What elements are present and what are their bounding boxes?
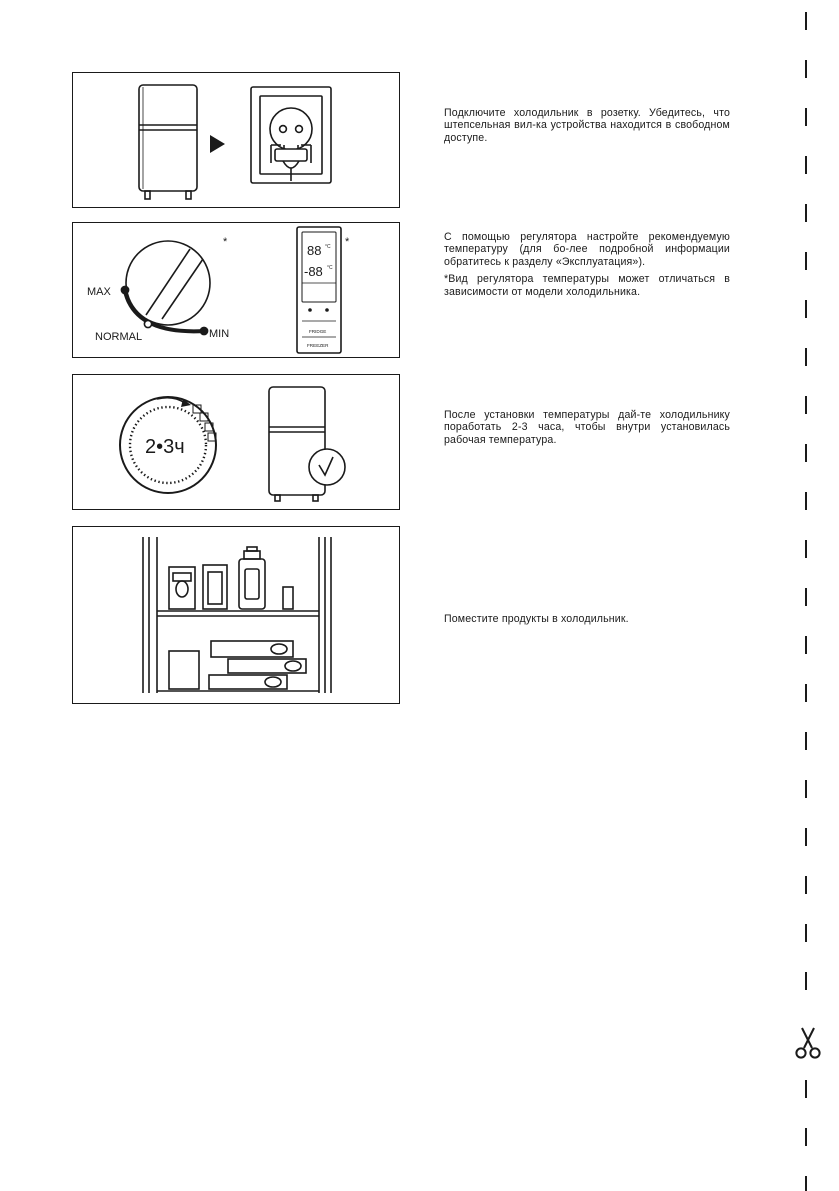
cut-dash [805,300,807,318]
cut-dash [805,252,807,270]
fridge-interior [143,537,331,693]
cut-dash [805,924,807,942]
cut-dash [805,540,807,558]
temperature-dial-icon [121,241,210,335]
dial-label-normal: NORMAL [95,331,143,343]
freezer-temp-unit: °C [327,265,333,271]
cut-dash [805,348,807,366]
step-1-text [444,107,730,149]
checkmark-icon [309,449,345,485]
freezer-label: FREEZER [307,343,329,348]
dial-label-max: MAX [87,286,111,298]
cut-dash [805,156,807,174]
step-4-illustration [72,526,400,704]
fridge-icon [269,387,325,501]
cut-dash [805,12,807,30]
cut-dash [805,972,807,990]
cut-dash [805,732,807,750]
scissors-icon [793,1026,823,1060]
cut-dash [805,636,807,654]
cut-dash [805,444,807,462]
step-1-paragraph: Подключите холодильник в розетку. Убедитесь, что штепсельная вил-ка устройства находится в свободном доступе. [444,107,730,144]
power-socket-icon [251,87,331,183]
step-3-paragraph: После установки температуры дай-те холодильнику поработать 2-3 часа, чтобы внутри установилась рабочая температура. [444,409,730,446]
cut-line [800,0,812,1191]
step-2-text [444,231,730,303]
fridge-label: FRIDGE [309,329,327,334]
step-1-illustration [72,72,400,208]
cut-dash [805,492,807,510]
food-shelves-illustration [73,527,401,705]
fridge-temp-readout: 88 [307,243,322,258]
cut-dash [805,876,807,894]
display-asterisk: * [345,236,350,248]
fridge-icon [139,85,197,199]
food-items [169,547,306,689]
cut-dash [805,1128,807,1146]
timer-label: 2•3ч [145,436,185,458]
step-4-text [444,613,730,630]
cut-dash [805,396,807,414]
cut-dash [805,1176,807,1191]
cut-dash [805,588,807,606]
cut-dash [805,780,807,798]
step-2-footnote: *Вид регулятора температуры может отличаться в зависимости от модели холодильника. [444,273,730,298]
freezer-temp-readout: -88 [304,264,323,279]
wait-illustration [73,375,401,511]
fridge-temp-unit: °C [325,244,331,250]
step-2-illustration [72,222,400,358]
arrow-right-icon [210,135,225,153]
cut-dash [805,684,807,702]
cut-dash [805,108,807,126]
dial-label-min: MIN [209,328,230,340]
step-2-paragraph: С помощью регулятора настройте рекомендуемую температуру (для бо-лее подробной информации обратитесь к разделу «Эксплуатация»). [444,231,730,268]
cut-dash [805,1080,807,1098]
dial-asterisk: * [223,236,228,248]
step-4-paragraph: Поместите продукты в холодильник. [444,613,629,625]
cut-dash [805,828,807,846]
cut-dash [805,60,807,78]
step-3-text [444,409,730,451]
plug-in-illustration [73,73,401,209]
regulator-illustration [73,223,401,359]
cut-dash [805,204,807,222]
step-3-illustration [72,374,400,510]
